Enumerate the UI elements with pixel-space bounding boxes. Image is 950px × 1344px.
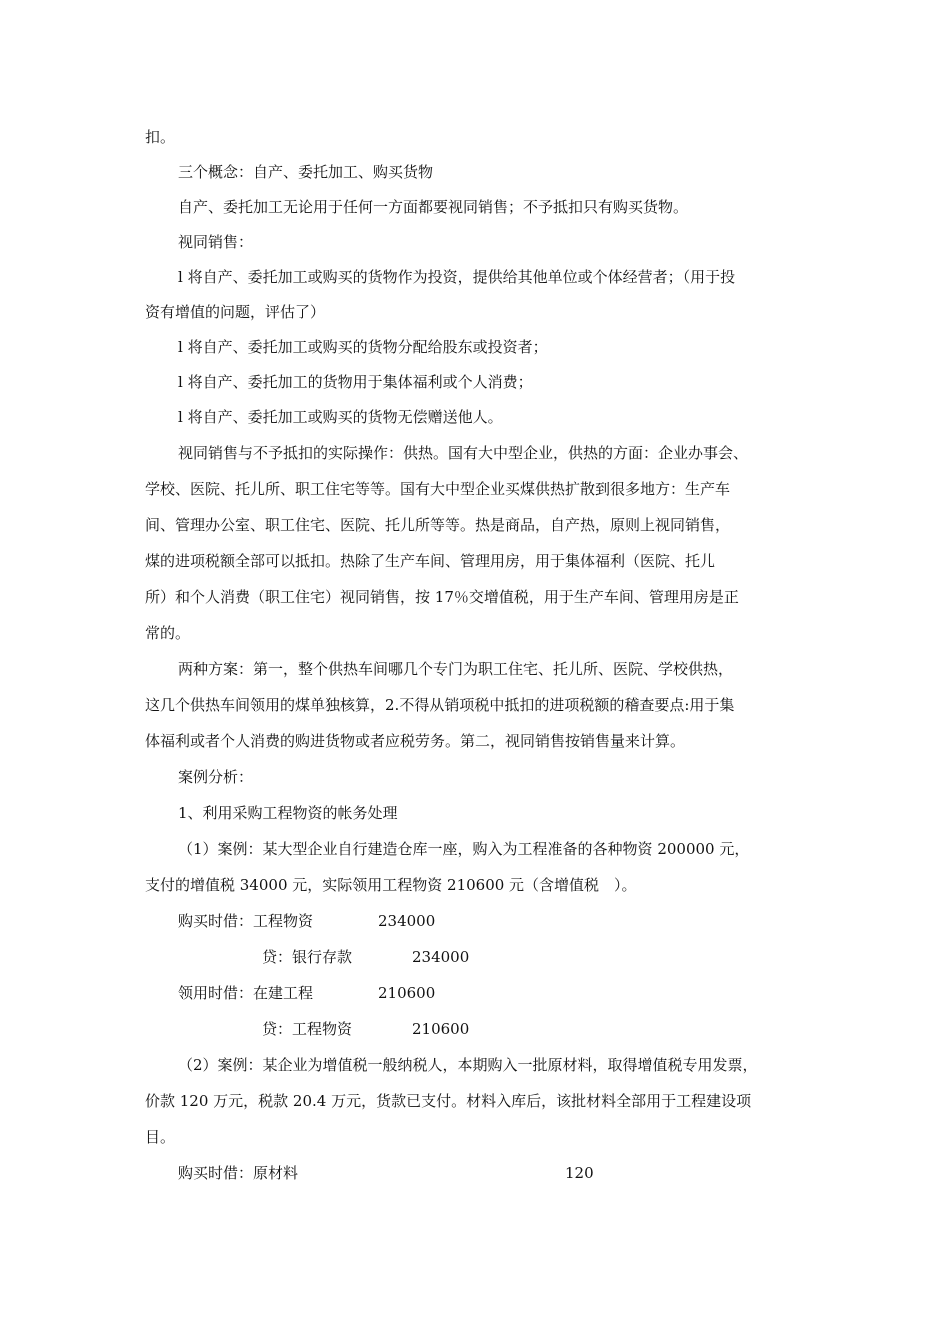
entry-label: 贷：工程物资: [262, 1020, 353, 1038]
paragraph-line: 价款 120 万元，税款 20.4 万元，货款已支付。材料入库后，该批材料全部用于工程建设项: [145, 1092, 752, 1110]
paragraph-line: 自产、委托加工无论用于任何一方面都要视同销售；不予抵扣只有购买货物。: [178, 198, 689, 216]
paragraph-line: （2）案例：某企业为增值税一般纳税人，本期购入一批原材料，取得增值税专用发票，: [178, 1056, 758, 1074]
paragraph-line: 所）和个人消费（职工住宅）视同销售，按 17％交增值税，用于生产车间、管理用房是正: [145, 588, 739, 606]
subsection-heading: 1、利用采购工程物资的帐务处理: [178, 804, 398, 822]
paragraph-line: 两种方案：第一，整个供热车间哪几个专门为职工住宅、托儿所、医院、学校供热，: [178, 660, 734, 678]
entry-amount: 210600: [378, 984, 436, 1002]
paragraph-line: 目。: [145, 1128, 176, 1146]
journal-entry-row: [0, 1019, 950, 1039]
paragraph-line: 学校、医院、托儿所、职工住宅等等。国有大中型企业买煤供热扩散到很多地方：生产车: [145, 480, 731, 498]
entry-amount: 210600: [412, 1020, 470, 1038]
list-item-line: l 将自产、委托加工的货物用于集体福利或个人消费；: [178, 373, 533, 391]
journal-entry-row: [0, 983, 950, 1003]
paragraph-line: 扣。: [145, 128, 176, 146]
journal-entry-row: [0, 911, 950, 931]
section-heading: 案例分析：: [178, 768, 254, 786]
paragraph-line: 支付的增值税 34000 元，实际领用工程物资 210600 元（含增值税 ）。: [145, 876, 637, 894]
paragraph-line: （1）案例：某大型企业自行建造仓库一座，购入为工程准备的各种物资 200000 元，: [178, 840, 750, 858]
entry-label: 领用时借：在建工程: [178, 984, 314, 1002]
paragraph-line: 视同销售：: [178, 233, 254, 251]
entry-amount: 234000: [412, 948, 470, 966]
paragraph-line: 这几个供热车间领用的煤单独核算，2.不得从销项税中抵扣的进项税额的稽查要点:用于集: [145, 696, 735, 714]
paragraph-line: 间、管理办公室、职工住宅、医院、托儿所等等。热是商品，自产热，原则上视同销售，: [145, 516, 731, 534]
list-item-line: l 将自产、委托加工或购买的货物分配给股东或投资者；: [178, 338, 548, 356]
journal-entry-row: [0, 1163, 950, 1183]
paragraph-line: 体福利或者个人消费的购进货物或者应税劳务。第二，视同销售按销售量来计算。: [145, 732, 686, 750]
paragraph-line: 三个概念：自产、委托加工、购买货物: [178, 163, 434, 181]
entry-label: 购买时借：工程物资: [178, 912, 314, 930]
journal-entry-row: [0, 947, 950, 967]
entry-label: 贷：银行存款: [262, 948, 353, 966]
paragraph-line: 视同销售与不予抵扣的实际操作：供热。国有大中型企业，供热的方面：企业办事会、: [178, 444, 749, 462]
entry-amount: 120: [565, 1164, 594, 1182]
entry-amount: 234000: [378, 912, 436, 930]
paragraph-line: 资有增值的问题，评估了）: [145, 303, 326, 321]
paragraph-line: 常的。: [145, 624, 191, 642]
list-item-line: l 将自产、委托加工或购买的货物无偿赠送他人。: [178, 408, 503, 426]
paragraph-line: 煤的进项税额全部可以抵扣。热除了生产车间、管理用房，用于集体福利（医院、托儿: [145, 552, 716, 570]
entry-label: 购买时借：原材料: [178, 1164, 299, 1182]
list-item-line: l 将自产、委托加工或购买的货物作为投资，提供给其他单位或个体经营者；（用于投: [178, 268, 736, 286]
